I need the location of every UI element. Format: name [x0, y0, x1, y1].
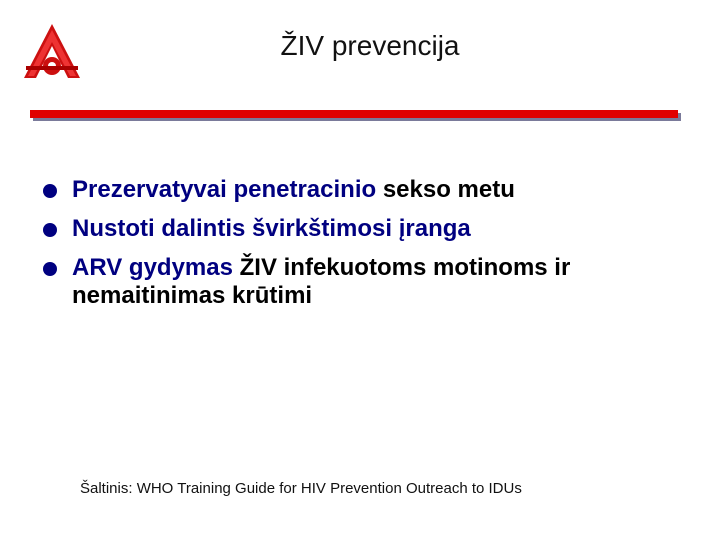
bullet-text: Prezervatyvai penetracinio [72, 176, 383, 203]
bullet-text-emphasis: sekso metu [382, 176, 515, 203]
logo-icon [20, 20, 84, 84]
list-item [43, 254, 693, 310]
page-title: ŽIV prevencija [280, 30, 460, 61]
bullet-text-emphasis: ŽIV infekuotoms motinoms ir nemaitinimas krūtimi [72, 254, 571, 309]
list-item [43, 176, 693, 204]
bullet-list [43, 176, 693, 321]
bullet-icon [43, 184, 57, 198]
bullet-text: ARV gydymas [72, 254, 240, 281]
bullet-text: Nustoti dalintis švirkštimosi įranga [72, 215, 471, 242]
bullet-icon [43, 262, 57, 276]
list-item [43, 215, 693, 243]
title-divider [30, 110, 678, 118]
bullet-icon [43, 223, 57, 237]
source-citation: Šaltinis: WHO Training Guide for HIV Prevention Outreach to IDUs [80, 480, 522, 497]
